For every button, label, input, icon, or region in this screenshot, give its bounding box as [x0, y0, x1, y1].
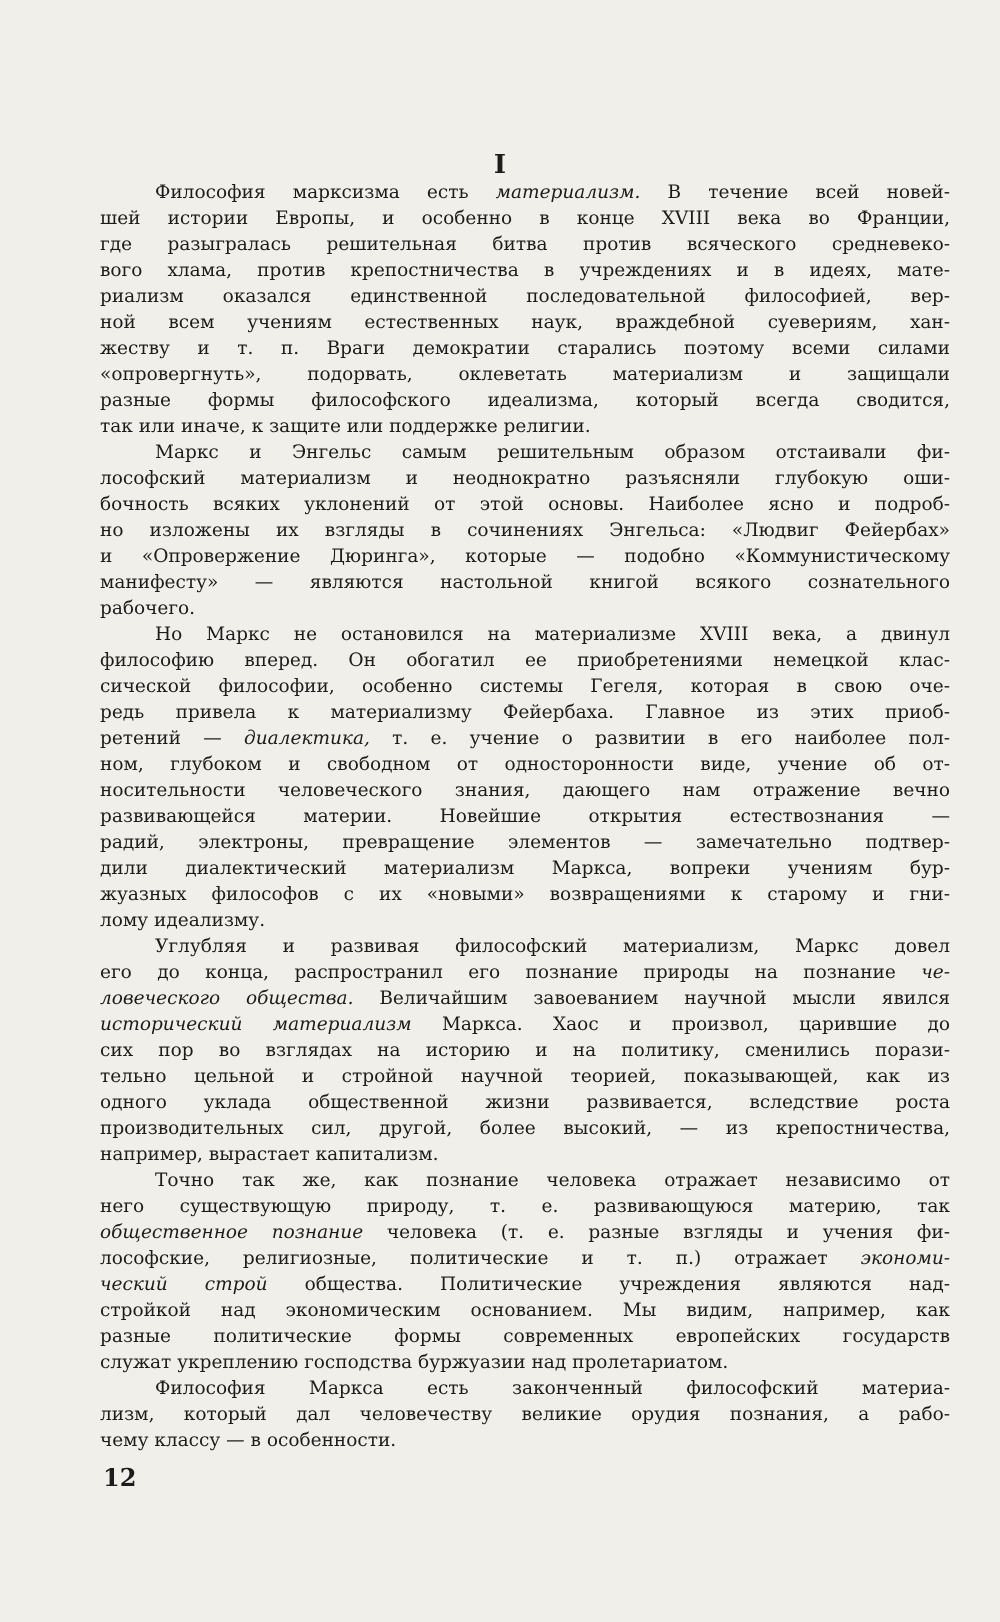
text-line	[100, 804, 950, 830]
text-segment: и «Опровержение Дюринга», которые — подобно «Коммунистическому	[100, 546, 950, 567]
text-segment: сической философии, особенно системы Гегеля, которая в свою оче-	[100, 676, 950, 697]
text-line	[100, 466, 950, 492]
text-segment: служат укреплению господства буржуазии над пролетариатом.	[100, 1352, 729, 1373]
text-line	[100, 1168, 950, 1194]
text-segment: Углубляя и развивая философский материализм, Маркс довел	[155, 936, 950, 957]
text-line	[100, 726, 950, 752]
text-segment: например, вырастает капитализм.	[100, 1144, 439, 1165]
text-segment: шей истории Европы, и особенно в конце XVIII века во Франции,	[100, 208, 950, 229]
italic-text: ловеческого общества.	[100, 988, 354, 1009]
italic-text: че-	[921, 962, 950, 983]
italic-text: ческий строй	[100, 1274, 268, 1295]
text-line	[100, 1350, 950, 1376]
text-line	[100, 180, 950, 206]
page-number: 12	[103, 1463, 137, 1492]
body-text	[100, 180, 950, 1454]
text-segment: дили диалектический материализм Маркса, вопреки учениям бур-	[100, 858, 950, 879]
text-segment: где разыгралась решительная битва против всяческого средневеко-	[100, 234, 950, 255]
text-line	[100, 414, 950, 440]
text-segment: но изложены их взгляды в сочинениях Энгельса: «Людвиг Фейербах»	[100, 520, 950, 541]
text-line	[100, 960, 950, 986]
text-line	[100, 830, 950, 856]
text-segment: так или иначе, к защите или поддержке религии.	[100, 416, 591, 437]
text-segment: одного уклада общественной жизни развивается, вследствие роста	[100, 1092, 950, 1113]
text-line	[100, 1064, 950, 1090]
text-line	[100, 1142, 950, 1168]
text-segment: рабочего.	[100, 598, 196, 619]
text-segment: стройкой над экономическим основанием. Мы видим, например, как	[100, 1300, 950, 1321]
text-segment: В течение всей новей-	[640, 182, 950, 203]
text-line	[100, 882, 950, 908]
text-segment: лософский материализм и неоднократно разъясняли глубокую оши-	[100, 468, 950, 489]
text-line	[100, 518, 950, 544]
text-segment: человека (т. е. разные взгляды и учения фи-	[363, 1222, 950, 1243]
text-line	[100, 1012, 950, 1038]
italic-text: материализм.	[495, 182, 641, 203]
text-segment: носительности человеческого знания, дающего нам отражение вечно	[100, 780, 950, 801]
text-segment: ретений —	[100, 728, 245, 749]
text-line	[100, 700, 950, 726]
italic-text: экономи-	[860, 1248, 950, 1269]
text-line	[100, 934, 950, 960]
text-segment: бочность всяких уклонений от этой основы. Наиболее ясно и подроб-	[100, 494, 950, 515]
text-segment: Маркс и Энгельс самым решительным образом отстаивали фи-	[155, 442, 950, 463]
text-segment: Маркса. Хаос и произвол, царившие до	[411, 1014, 950, 1035]
text-segment: «опровергнуть», подорвать, оклеветать материализм и защищали	[100, 364, 950, 385]
text-line	[100, 1402, 950, 1428]
text-segment: производительных сил, другой, более высокий, — из крепостничества,	[100, 1118, 950, 1139]
text-line	[100, 1298, 950, 1324]
text-segment: жеству и т. п. Враги демократии старались поэтому всеми силами	[100, 338, 950, 359]
text-segment: разные политические формы современных европейских государств	[100, 1326, 950, 1347]
italic-text: исторический материализм	[100, 1014, 412, 1035]
text-line	[100, 752, 950, 778]
text-line	[100, 1090, 950, 1116]
text-segment: редь привела к материализму Фейербаха. Главное из этих приоб-	[100, 702, 950, 723]
text-segment: его до конца, распространил его познание природы на познание	[100, 962, 922, 983]
text-segment: т. е. учение о развитии в его наиболее пол-	[369, 728, 950, 749]
text-line	[100, 622, 950, 648]
text-line	[100, 232, 950, 258]
text-segment: сих пор во взглядах на историю и на политику, сменились порази-	[100, 1040, 950, 1061]
chapter-numeral: I	[493, 150, 507, 180]
text-line	[100, 1220, 950, 1246]
text-line	[100, 856, 950, 882]
text-line	[100, 1194, 950, 1220]
text-line	[100, 1116, 950, 1142]
text-line	[100, 1038, 950, 1064]
text-segment: радий, электроны, превращение элементов — замечательно подтвер-	[100, 832, 950, 853]
text-line	[100, 1428, 950, 1454]
text-line	[100, 362, 950, 388]
text-line	[100, 986, 950, 1012]
text-line	[100, 206, 950, 232]
text-segment: Философия Маркса есть законченный философский материа-	[155, 1378, 950, 1399]
text-segment: него существующую природу, т. е. развивающуюся материю, так	[100, 1196, 950, 1217]
text-line	[100, 908, 950, 934]
text-segment: лому идеализму.	[100, 910, 266, 931]
text-line	[100, 1272, 950, 1298]
text-segment: лософские, религиозные, политические и т. п.) отражает	[100, 1248, 861, 1269]
text-line	[100, 544, 950, 570]
text-segment: жуазных философов с их «новыми» возвращениями к старому и гни-	[100, 884, 950, 905]
text-segment: общества. Политические учреждения являются над-	[267, 1274, 951, 1295]
text-segment: риализм оказался единственной последовательной философией, вер-	[100, 286, 950, 307]
text-segment: развивающейся материи. Новейшие открытия естествознания —	[100, 806, 950, 827]
text-segment: разные формы философского идеализма, который всегда сводится,	[100, 390, 950, 411]
text-segment: манифесту» — являются настольной книгой всякого сознательного	[100, 572, 950, 593]
text-segment: вого хлама, против крепостничества в учреждениях и в идеях, мате-	[100, 260, 950, 281]
text-line	[100, 258, 950, 284]
text-line	[100, 388, 950, 414]
text-line	[100, 1246, 950, 1272]
text-segment: ном, глубоком и свободном от односторонности виде, учение об от-	[100, 754, 950, 775]
text-line	[100, 284, 950, 310]
text-line	[100, 1324, 950, 1350]
text-segment: Но Маркс не остановился на материализме XVIII века, а двинул	[155, 624, 950, 645]
text-segment: ной всем учениям естественных наук, враждебной суевериям, хан-	[100, 312, 950, 333]
text-line	[100, 1376, 950, 1402]
text-segment: чему классу — в особенности.	[100, 1430, 397, 1451]
text-line	[100, 336, 950, 362]
text-line	[100, 596, 950, 622]
text-line	[100, 310, 950, 336]
text-segment: Точно так же, как познание человека отражает независимо от	[155, 1170, 950, 1191]
text-segment: философию вперед. Он обогатил ее приобретениями немецкой клас-	[100, 650, 950, 671]
text-segment: лизм, который дал человечеству великие орудия познания, а рабо-	[100, 1404, 950, 1425]
text-line	[100, 570, 950, 596]
text-segment: тельно цельной и стройной научной теорией, показывающей, как из	[100, 1066, 950, 1087]
text-line	[100, 778, 950, 804]
text-segment: Философия марксизма есть	[155, 182, 496, 203]
italic-text: общественное познание	[100, 1222, 364, 1243]
text-segment: Величайшим завоеванием научной мысли явился	[353, 988, 951, 1009]
italic-text: диалектика,	[244, 728, 370, 749]
text-line	[100, 648, 950, 674]
text-line	[100, 492, 950, 518]
text-line	[100, 674, 950, 700]
text-line	[100, 440, 950, 466]
